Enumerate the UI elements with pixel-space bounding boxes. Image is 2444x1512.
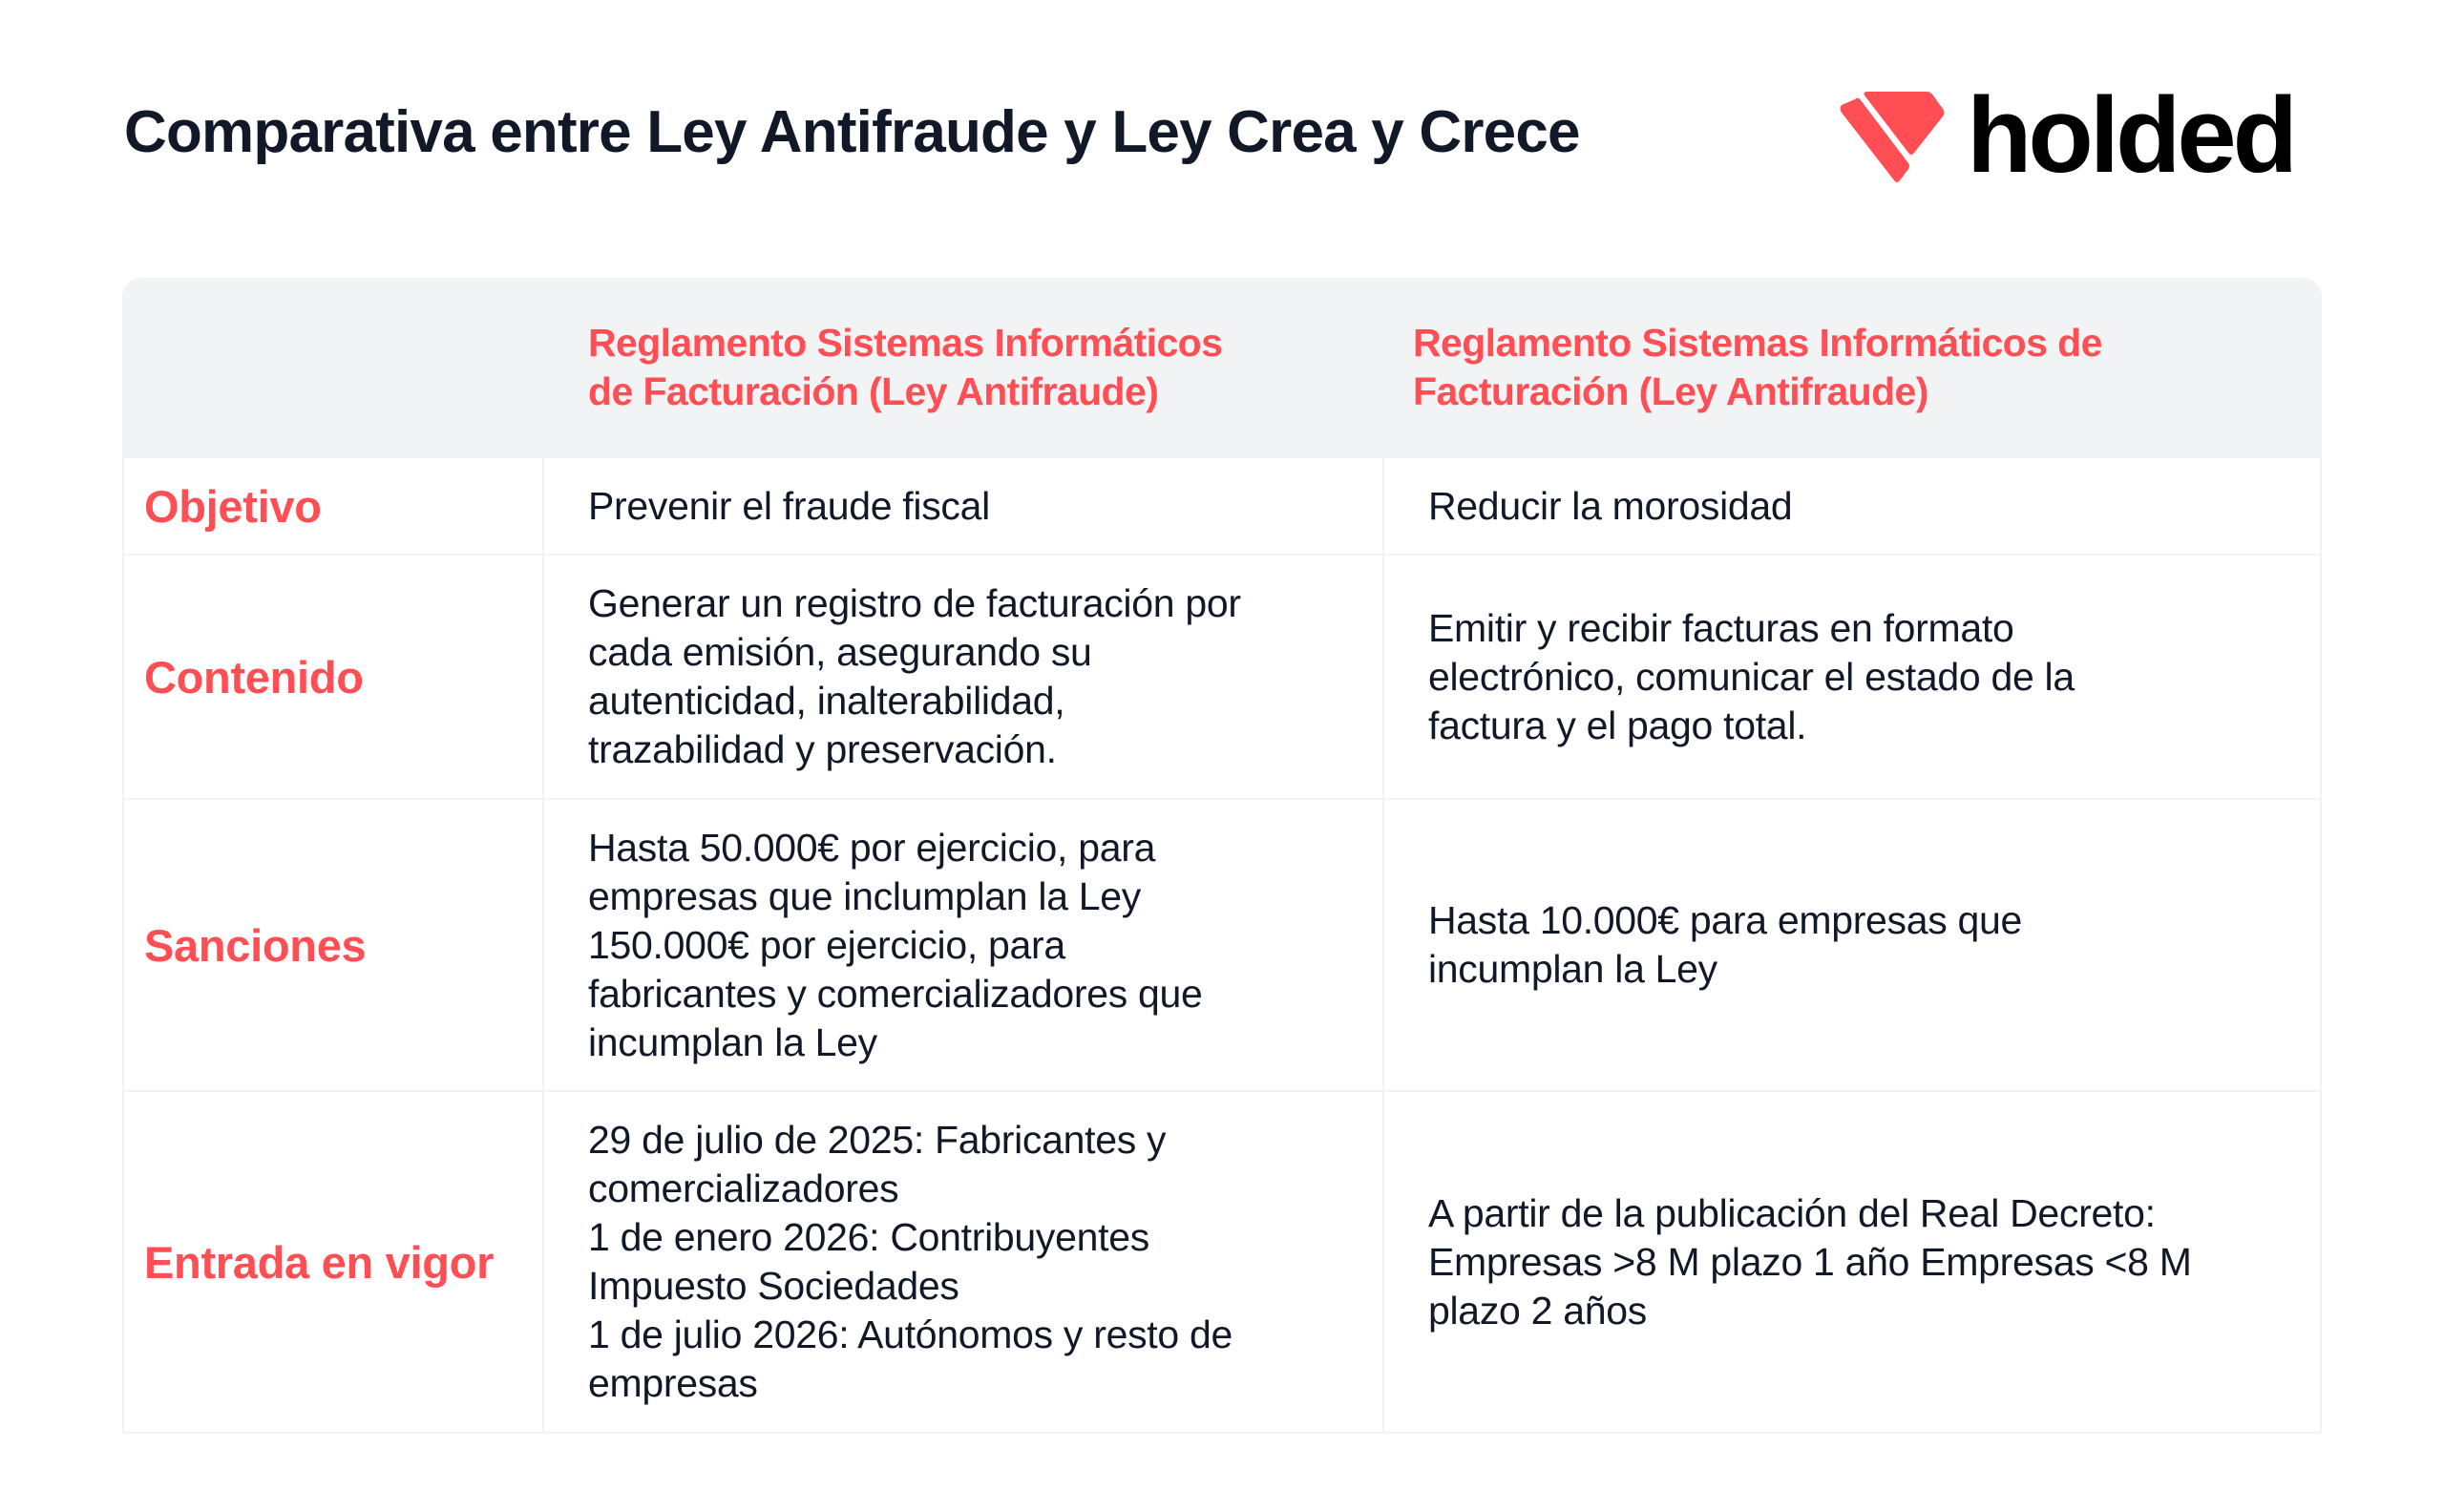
cell-text-line: Emitir y recibir facturas en formato bbox=[1428, 605, 2014, 650]
cell-text-line: 1 de julio 2026: Autónomos y resto de bbox=[588, 1312, 1233, 1356]
header-cell-ley-crea-y-crece bbox=[1382, 278, 2320, 456]
cell-text-line: Hasta 10.000€ para empresas que bbox=[1428, 898, 2023, 942]
cell-text-line: Impuesto Sociedades bbox=[588, 1264, 959, 1308]
header-text-line: Reglamento Sistemas Informáticos de bbox=[1413, 320, 2102, 365]
page-title: Comparativa entre Ley Antifraude y Ley Crea y Crece bbox=[124, 99, 1580, 165]
cell-text-line: plazo 2 años bbox=[1428, 1288, 1647, 1333]
row-label-cell bbox=[124, 458, 542, 554]
holded-logo bbox=[1839, 75, 2322, 195]
cell-text-line: cada emisión, asegurando su bbox=[588, 630, 1092, 674]
header-cell-ley-antifraude bbox=[542, 278, 1382, 456]
table-cell bbox=[1382, 556, 2320, 798]
cell-text-line: 29 de julio de 2025: Fabricantes y bbox=[588, 1118, 1167, 1162]
row-label: Entrada en vigor bbox=[144, 1236, 495, 1288]
cell-text-line: empresas que inclumplan la Ley bbox=[588, 873, 1141, 918]
row-label-cell bbox=[124, 556, 542, 798]
cell-text-line: factura y el pago total. bbox=[1428, 703, 1807, 747]
cell-text-line: autenticidad, inalterabilidad, bbox=[588, 679, 1065, 723]
table-cell bbox=[542, 1092, 1382, 1432]
table-cell bbox=[1382, 458, 2320, 554]
cell-text-line: 1 de enero 2026: Contribuyentes bbox=[588, 1215, 1149, 1259]
table-cell bbox=[542, 800, 1382, 1090]
cell-text-line: Empresas >8 M plazo 1 año Empresas <8 M bbox=[1428, 1239, 2192, 1284]
header-text-line: Facturación (Ley Antifraude) bbox=[1413, 368, 1928, 413]
row-label-cell bbox=[124, 1092, 542, 1432]
cell-text-line: fabricantes y comercializadores que bbox=[588, 971, 1203, 1016]
cell-text-line: Prevenir el fraude fiscal bbox=[588, 483, 990, 528]
table-row-contenido bbox=[124, 554, 2320, 798]
cell-text-line: Hasta 50.000€ por ejercicio, para bbox=[588, 825, 1156, 870]
comparison-table bbox=[122, 278, 2322, 1434]
table-row-objetivo bbox=[124, 456, 2320, 554]
row-label-cell bbox=[124, 800, 542, 1090]
cell-text-line: trazabilidad y preservación. bbox=[588, 727, 1057, 771]
cell-text-line: 150.000€ por ejercicio, para bbox=[588, 922, 1065, 967]
table-header-row bbox=[124, 278, 2320, 456]
row-label: Contenido bbox=[144, 651, 364, 703]
cell-text-line: comercializadores bbox=[588, 1166, 899, 1210]
cell-text-line: electrónico, comunicar el estado de la bbox=[1428, 654, 2075, 699]
table-cell bbox=[542, 458, 1382, 554]
table-cell bbox=[1382, 1092, 2320, 1432]
cell-text-line: Generar un registro de facturación por bbox=[588, 581, 1241, 625]
cell-text-line: empresas bbox=[588, 1361, 758, 1405]
cell-text-line: incumplan la Ley bbox=[588, 1019, 877, 1064]
cell-text-line: incumplan la Ley bbox=[1428, 947, 1717, 991]
header-text-line: de Facturación (Ley Antifraude) bbox=[588, 368, 1159, 413]
cell-text-line: Reducir la morosidad bbox=[1428, 483, 1793, 528]
holded-wordmark: holded bbox=[1967, 75, 2295, 195]
table-cell bbox=[542, 556, 1382, 798]
row-label: Objetivo bbox=[144, 480, 322, 532]
holded-diamond-icon bbox=[1839, 90, 1946, 185]
table-cell bbox=[1382, 800, 2320, 1090]
cell-text-line: A partir de la publicación del Real Decreto: bbox=[1428, 1190, 2156, 1235]
table-row-sanciones bbox=[124, 798, 2320, 1090]
header-cell-empty bbox=[124, 278, 542, 456]
row-label: Sanciones bbox=[144, 919, 367, 971]
header-text-line: Reglamento Sistemas Informáticos bbox=[588, 320, 1223, 365]
table-row-entrada-en-vigor bbox=[124, 1090, 2320, 1432]
